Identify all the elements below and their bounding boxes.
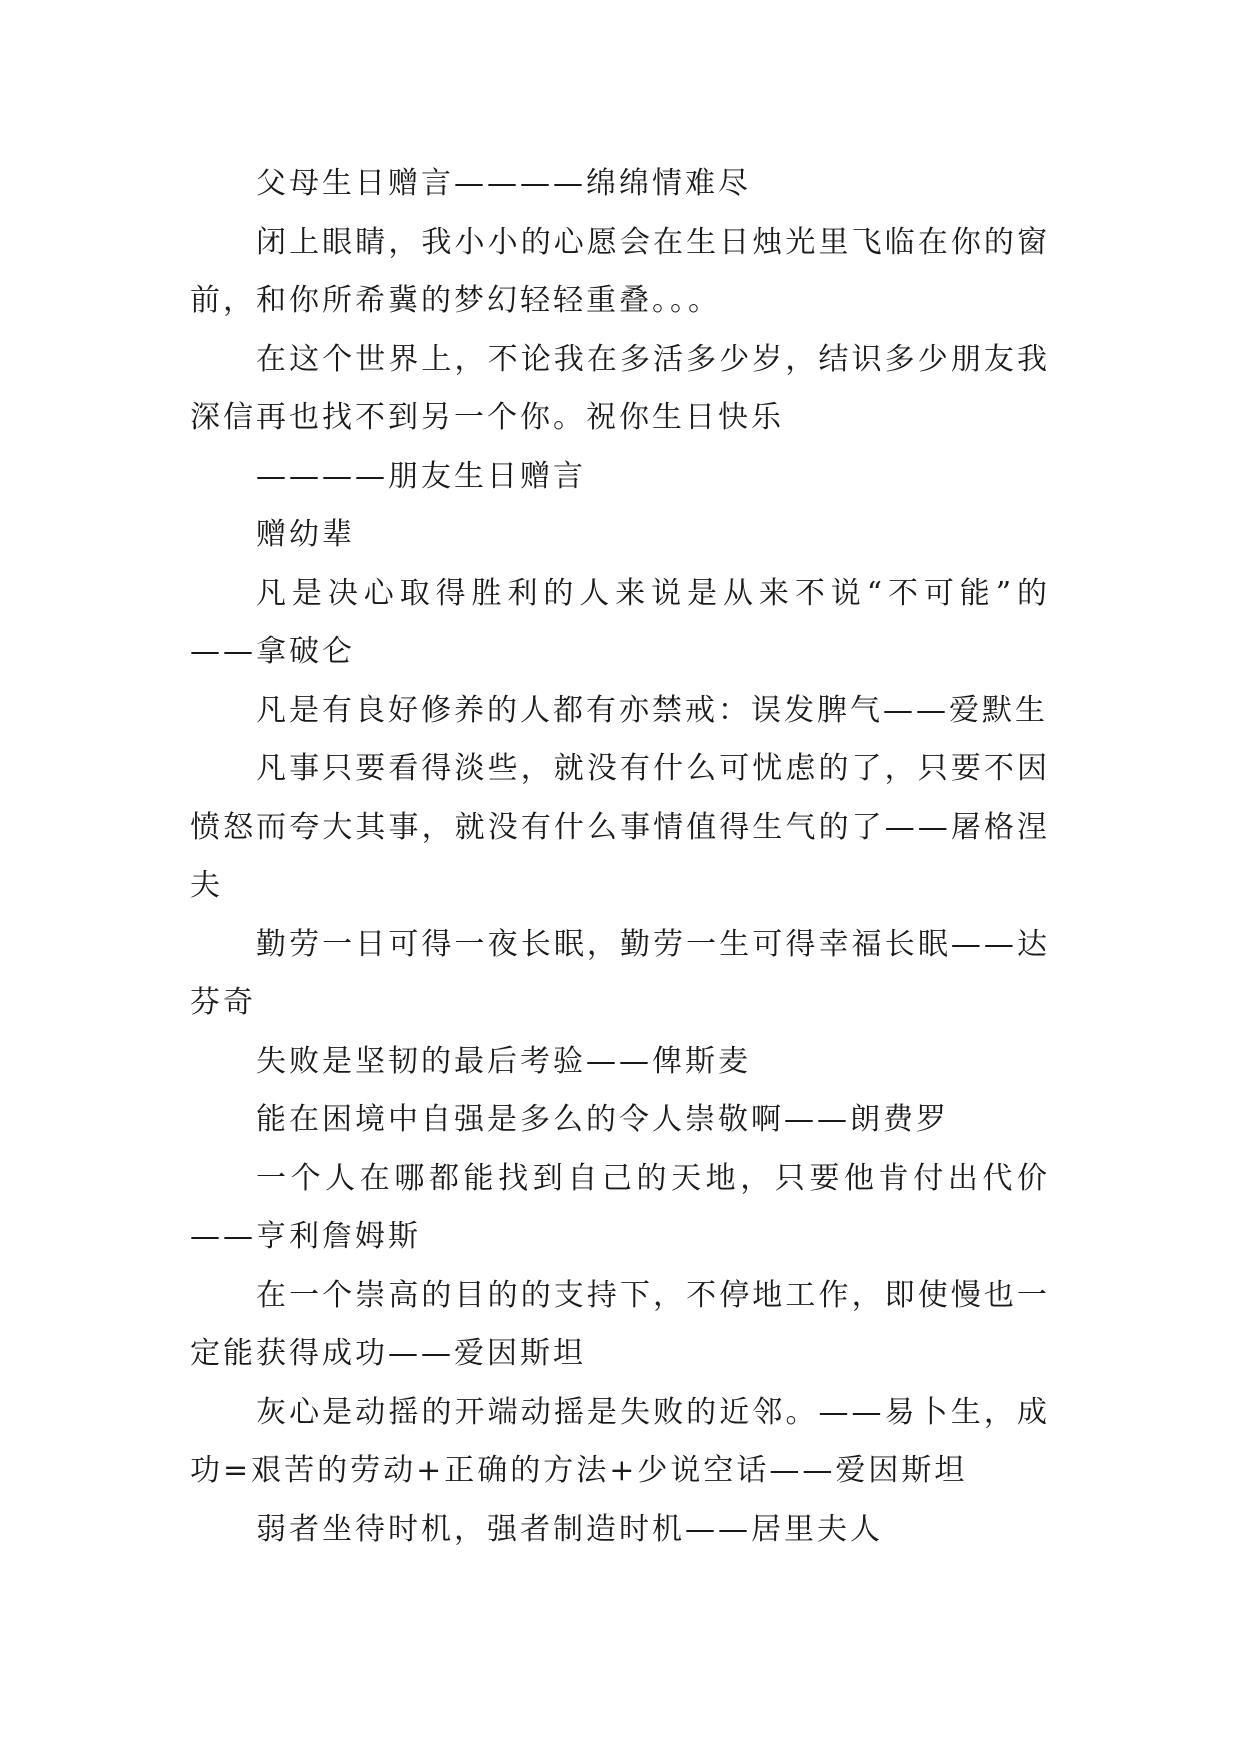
paragraph-title-parents: 父母生日赠言————绵绵情难尽 — [256, 166, 751, 201]
paragraph-wish: 闭上眼睛，我小小的心愿会在生日烛光里飞临在你的窗前，和你所希冀的梦幻轻轻重叠。。。 — [190, 224, 1050, 318]
quote-emerson: 凡是有良好修养的人都有亦禁戒：误发脾气——爱默生 — [256, 692, 1048, 728]
quote-napoleon: 凡是决心取得胜利的人来说是从来不说“不可能”的——拿破仑 — [190, 575, 1050, 669]
quote-ibsen-einstein: 灰心是动摇的开端动摇是失败的近邻。——易卜生，成功=艰苦的劳动+正确的方法+少说空话——爱因斯坦 — [190, 1394, 1050, 1488]
quote-longfellow: 能在困境中自强是多么的令人崇敬啊——朗费罗 — [256, 1102, 949, 1137]
quote-bismarck: 失败是坚韧的最后考验——俾斯麦 — [256, 1043, 751, 1079]
quote-einstein-1: 在一个崇高的目的的支持下，不停地工作，即使慢也一定能获得成功——爱因斯坦 — [190, 1277, 1050, 1371]
quote-henry-james: 一个人在哪都能找到自己的天地，只要他肯付出代价——亨利詹姆斯 — [190, 1160, 1050, 1254]
document-body — [190, 155, 1050, 1559]
paragraph-title-friends: ————朋友生日赠言 — [256, 458, 586, 494]
quote-turgenev: 凡事只要看得淡些，就没有什么可忧虑的了，只要不因愤怒而夸大其事，就没有什么事情值得生气的了——屠格涅夫 — [190, 751, 1050, 903]
paragraph-title-juniors: 赠幼辈 — [256, 517, 355, 552]
paragraph-friend-wish: 在这个世界上，不论我在多活多少岁，结识多少朋友我深信再也找不到另一个你。祝你生日快乐 — [190, 341, 1050, 435]
quote-curie: 弱者坐待时机，强者制造时机——居里夫人 — [256, 1511, 883, 1547]
quote-da-vinci: 勤劳一日可得一夜长眠，勤劳一生可得幸福长眠——达芬奇 — [190, 926, 1050, 1020]
